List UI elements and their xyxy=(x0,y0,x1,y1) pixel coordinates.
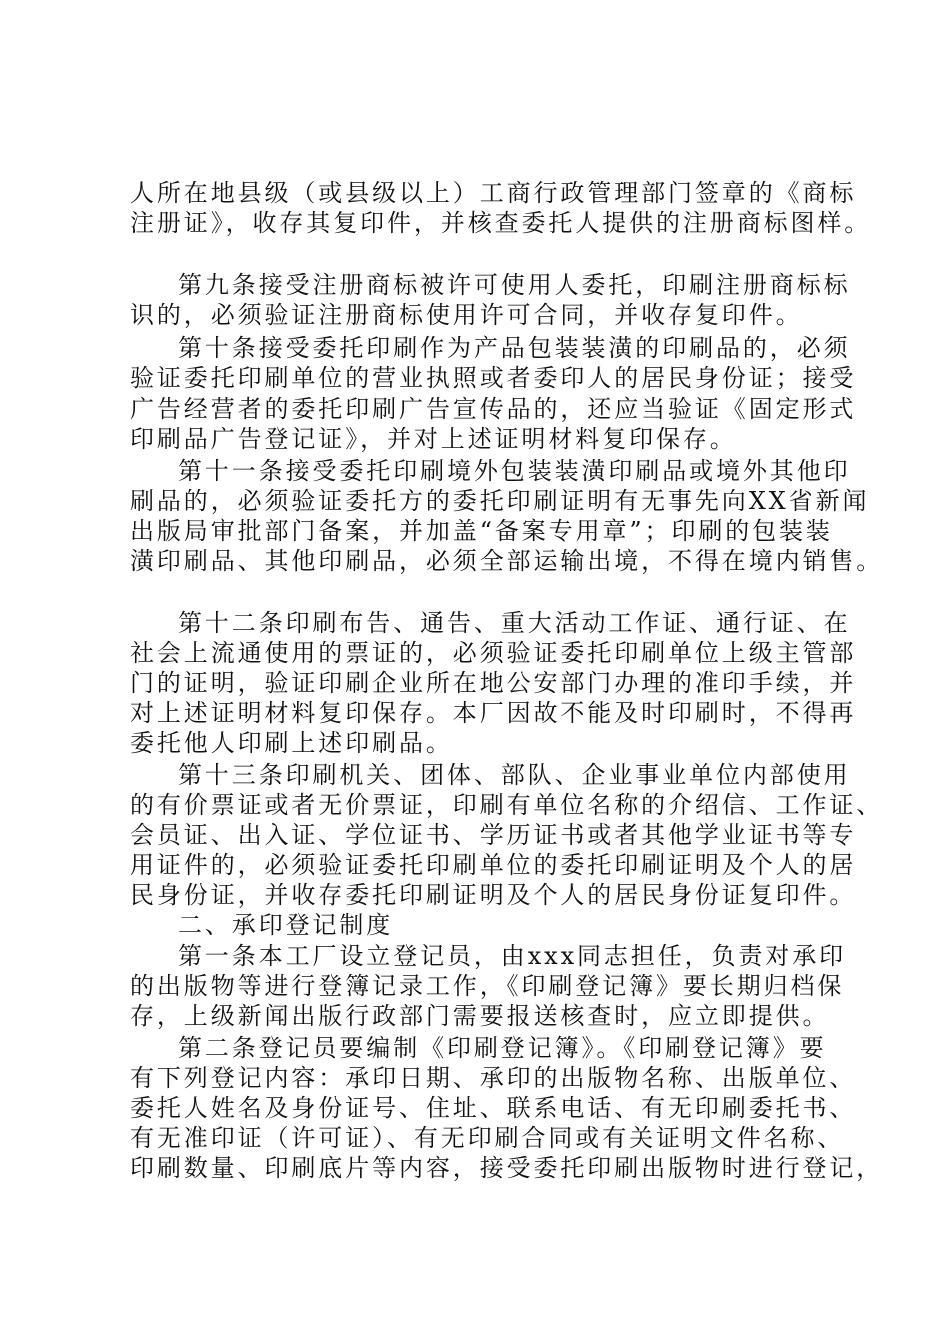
text-line: 民身份证，并收存委托印刷证明及个人的居民身份证复印件。 xyxy=(130,881,857,909)
text-line: 有无准印证（许可证）、有无印刷合同或有关证明文件名称、 xyxy=(130,1124,845,1152)
text-line: 刷品的，必须验证委托方的委托印刷证明有无事先向XX省新闻 xyxy=(130,487,870,515)
text-line: 委托他人印刷上述印刷品。 xyxy=(130,729,453,757)
text-line: 第十条接受委托印刷作为产品包装装潢的印刷品的，必须 xyxy=(178,334,851,362)
text-line: 人所在地县级（或县级以上）工商行政管理部门签章的《商标 xyxy=(130,179,857,207)
text-line: 的出版物等进行登簿记录工作，《印刷登记簿》要长期归档保 xyxy=(130,972,845,1000)
text-line: 第一条本工厂设立登记员，由xxx同志担任，负责对承印 xyxy=(178,942,847,970)
text-line: 第十二条印刷布告、通告、重大活动工作证、通行证、在 xyxy=(178,609,851,637)
text-line: 广告经营者的委托印刷广告宣传品的，还应当验证《固定形式 xyxy=(130,395,857,423)
text-line: 印刷品广告登记证》，并对上述证明材料复印保存。 xyxy=(130,425,737,453)
text-line: 第十三条印刷机关、团体、部队、企业事业单位内部使用 xyxy=(178,761,851,789)
text-line: 门的证明，验证印刷企业所在地公安部门办理的准印手续，并 xyxy=(130,669,857,697)
text-line: 验证委托印刷单位的营业执照或者委印人的居民身份证；接受 xyxy=(130,364,857,392)
text-line: 潢印刷品、其他印刷品，必须全部运输出境，不得在境内销售。 xyxy=(130,547,884,575)
text-line: 委托人姓名及身份证号、住址、联系电话、有无印刷委托书、 xyxy=(130,1094,857,1122)
text-line: 识的，必须验证注册商标使用许可合同，并收存复印件。 xyxy=(130,301,803,329)
text-line: 出版局审批部门备案，并加盖“备案专用章”；印刷的包装装 xyxy=(130,517,833,545)
text-line: 的有价票证或者无价票证，印刷有单位名称的介绍信、工作证、 xyxy=(130,791,884,819)
text-line: 第二条登记员要编制《印刷登记簿》。《印刷登记簿》要 xyxy=(178,1034,827,1062)
text-line: 用证件的，必须验证委托印刷单位的委托印刷证明及个人的居 xyxy=(130,851,857,879)
text-line: 会员证、出入证、学位证书、学历证书或者其他学业证书等专 xyxy=(130,821,857,849)
text-line: 有下列登记内容：承印日期、承印的出版物名称、出版单位、 xyxy=(130,1064,857,1092)
text-line: 存，上级新闻出版行政部门需要报送核查时，应立即提供。 xyxy=(130,1002,830,1030)
text-line: 社会上流通使用的票证的，必须验证委托印刷单位上级主管部 xyxy=(130,639,857,667)
section-heading: 二、承印登记制度 xyxy=(178,911,394,939)
text-line: 对上述证明材料复印保存。本厂因故不能及时印刷时，不得再 xyxy=(130,699,857,727)
text-line: 第九条接受注册商标被许可使用人委托，印刷注册商标标 xyxy=(178,271,851,299)
text-line: 印刷数量、印刷底片等内容，接受委托印刷出版物时进行登记， xyxy=(130,1154,884,1182)
text-line: 第十一条接受委托印刷境外包装装潢印刷品或境外其他印 xyxy=(178,457,851,485)
text-line: 注册证》，收存其复印件，并核查委托人提供的注册商标图样。 xyxy=(130,209,872,237)
